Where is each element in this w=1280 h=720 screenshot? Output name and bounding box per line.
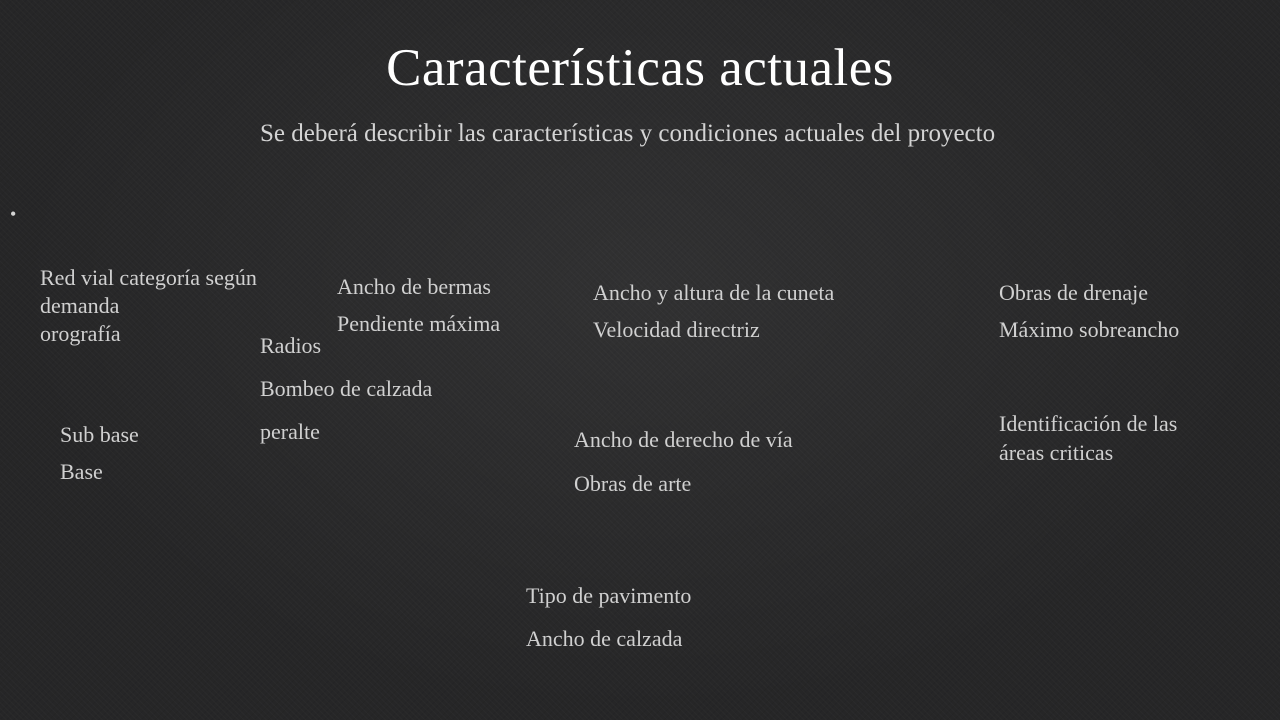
empty-bullet: • bbox=[10, 204, 17, 224]
text-group-drenaje bbox=[999, 274, 1179, 348]
text-group-cuneta bbox=[593, 274, 834, 348]
text-line: Obras de drenaje bbox=[999, 280, 1149, 305]
text-group-areas-criticas bbox=[999, 409, 1177, 467]
text-group-derecho-via bbox=[574, 418, 793, 506]
text-line: Ancho y altura de la cuneta bbox=[593, 280, 835, 305]
slide-title: Características actuales bbox=[386, 39, 894, 97]
text-line: Ancho de bermas bbox=[337, 274, 491, 299]
text-group-red-vial bbox=[40, 264, 257, 348]
text-line: peralte bbox=[260, 419, 320, 444]
text-line: Sub base bbox=[60, 422, 139, 447]
text-line: Ancho de calzada bbox=[526, 626, 683, 651]
text-line: áreas criticas bbox=[999, 440, 1114, 465]
text-line: Base bbox=[60, 459, 103, 484]
text-line: Tipo de pavimento bbox=[526, 583, 692, 608]
text-line: Identificación de las bbox=[999, 411, 1178, 436]
text-line: Red vial categoría según bbox=[40, 265, 257, 290]
text-line: Ancho de derecho de vía bbox=[574, 427, 793, 452]
text-group-sub-base bbox=[60, 416, 139, 490]
text-line: Radios bbox=[260, 333, 322, 358]
text-line: Bombeo de calzada bbox=[260, 376, 433, 401]
text-group-radios bbox=[260, 324, 432, 453]
text-line: Obras de arte bbox=[574, 471, 692, 496]
text-line: Pendiente máxima bbox=[337, 311, 501, 336]
slide-subtitle: Se deberá describir las características y condiciones actuales del proyecto bbox=[260, 120, 996, 147]
text-line: Máximo sobreancho bbox=[999, 317, 1180, 342]
text-group-pavimento bbox=[526, 574, 691, 660]
text-line: orografía bbox=[40, 321, 121, 346]
text-line: demanda bbox=[40, 293, 120, 318]
text-line: Velocidad directriz bbox=[593, 317, 760, 342]
